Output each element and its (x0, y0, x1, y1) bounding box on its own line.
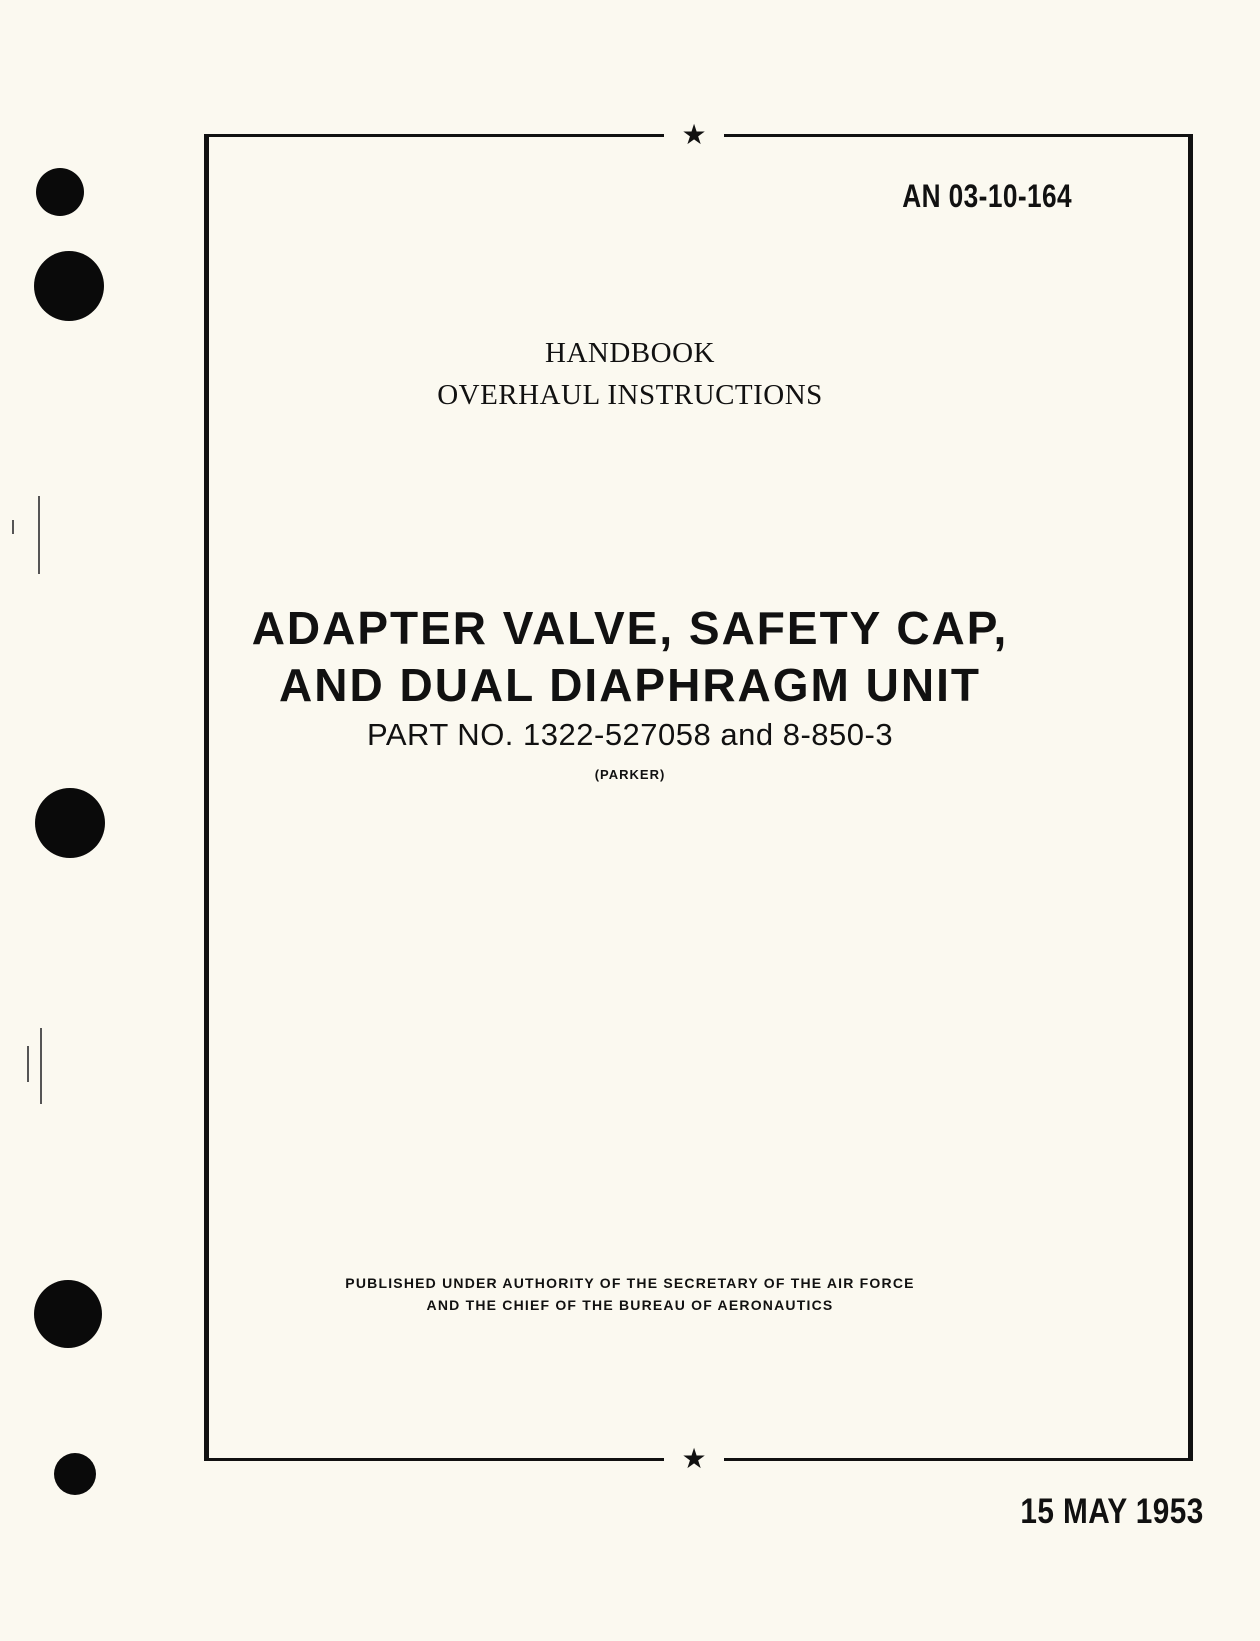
handbook-heading: HANDBOOK (545, 337, 715, 369)
bottom-star-icon: ★ (681, 1442, 707, 1475)
document-subtitle: OVERHAUL INSTRUCTIONS (437, 379, 823, 411)
edge-mark (12, 520, 14, 534)
edge-mark (27, 1046, 29, 1082)
authority-line-1: PUBLISHED UNDER AUTHORITY OF THE SECRETARY OF THE AIR FORCE (345, 1275, 915, 1291)
binder-hole-5 (54, 1453, 96, 1495)
frame-bottom-right-rule (724, 1458, 1193, 1461)
frame-top-right-rule (724, 134, 1193, 137)
top-star-icon: ★ (681, 118, 707, 151)
binder-hole-3 (35, 788, 105, 858)
binder-hole-2 (34, 251, 104, 321)
edge-mark (38, 496, 40, 574)
frame-top-left-rule (204, 134, 664, 137)
frame-bottom-left-rule (204, 1458, 664, 1461)
title-line-1: ADAPTER VALVE, SAFETY CAP, (251, 602, 1009, 654)
authority-line-2: AND THE CHIEF OF THE BUREAU OF AERONAUTICS (426, 1297, 834, 1313)
manufacturer: (PARKER) (594, 767, 666, 782)
publication-date: 15 MAY 1953 (1020, 1492, 1204, 1531)
edge-mark (40, 1028, 42, 1104)
title-line-2: AND DUAL DIAPHRAGM UNIT (279, 659, 981, 711)
document-number: AN 03-10-164 (902, 178, 1072, 214)
part-number: PART NO. 1322-527058 and 8-850-3 (366, 717, 894, 752)
binder-hole-1 (36, 168, 84, 216)
page-frame (204, 134, 1193, 1461)
